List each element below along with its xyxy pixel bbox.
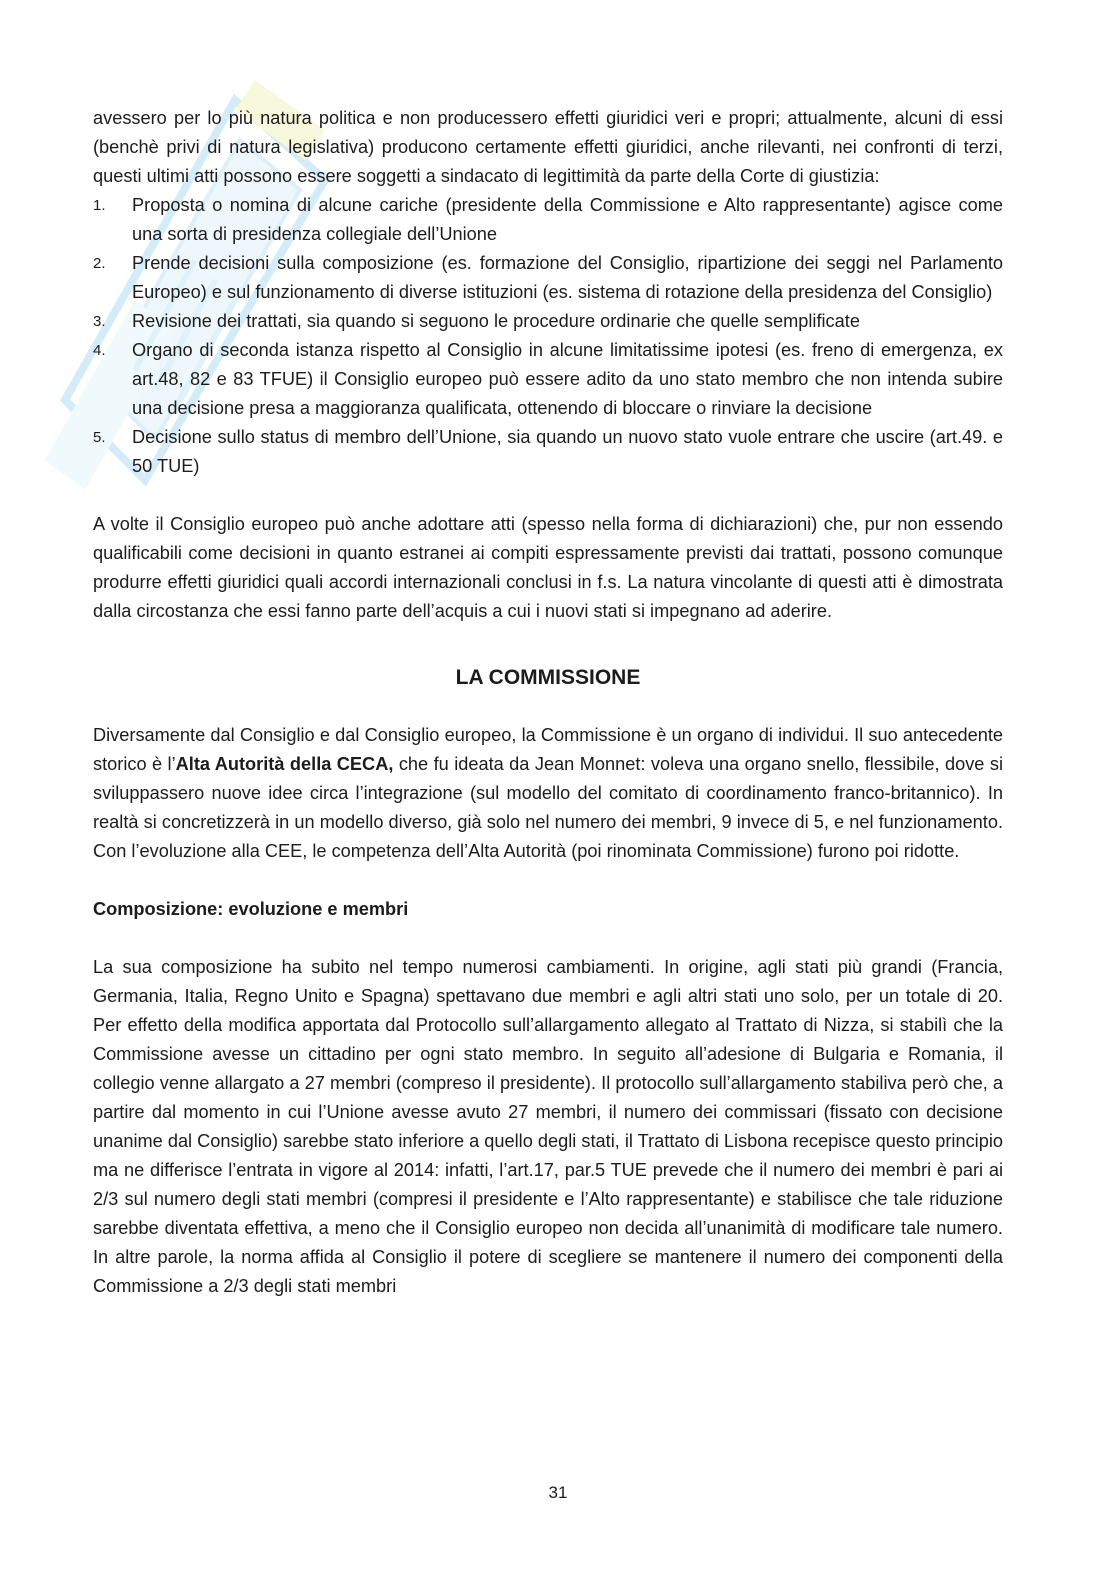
list-item-number: 2. [93, 255, 106, 272]
subheading: Composizione: evoluzione e membri [93, 899, 409, 919]
list-item [93, 423, 1003, 481]
list-item-text: Proposta o nomina di alcune cariche (presidente della Commissione e Alto rappresentante) agisce come una sorta di presidenza collegiale dell’Unione [132, 195, 1003, 244]
list-item-text: Revisione dei trattati, sia quando si seguono le procedure ordinarie che quelle semplificate [132, 311, 860, 331]
document-body [93, 104, 1003, 1301]
list-item-number: 5. [93, 429, 106, 446]
spacer [93, 692, 1003, 721]
section-heading: LA COMMISSIONE [455, 666, 641, 689]
list-item-number: 1. [93, 197, 106, 214]
paragraph-text: che fu ideata da Jean Monnet: voleva una organo snello, flessibile, dove si sviluppassero nuove idee circa l’integrazione (sul modello del comitato di coordinamento franco-britannico). In realtà si concretizzerà in un modello diverso, già solo nel numero dei membri, 9 invece di 5, e nel funzionamento. Con l’evoluzione alla CEE, le competenza dell’Alta Autorità (poi rinominata Commissione) furono poi ridotte. [93, 754, 1003, 861]
list-item [93, 249, 1003, 307]
list-item-text: Prende decisioni sulla composizione (es. formazione del Consiglio, ripartizione dei seggi nel Parlamento Europeo) e sul funzionamento di diverse istituzioni (es. sistema di rotazione della presidenza del Consiglio) [132, 253, 1003, 302]
page-number: 31 [548, 1483, 568, 1502]
list-item [93, 307, 1003, 336]
list-item-number: 3. [93, 313, 106, 330]
intro-paragraph: avessero per lo più natura politica e non producessero effetti giuridici veri e propri; attualmente, alcuni di essi (benchè privi di natura legislativa) producono certamente effetti giuridici, anche rilevanti, nei confronti di terzi, questi ultimi atti possono essere soggetti a sindacato di legittimità da parte della Corte di giustizia: [93, 108, 1003, 186]
spacer [93, 481, 1003, 510]
paragraph-text: Diversamente dal Consiglio e dal Consiglio europeo, la Commissione è un organo di individui. Il suo antecedente storico è l’ [93, 725, 1003, 774]
list-item [93, 191, 1003, 249]
paragraph-commissione [93, 721, 1003, 866]
spacer [93, 626, 1003, 663]
paragraph-composizione: La sua composizione ha subito nel tempo numerosi cambiamenti. In origine, agli stati più grandi (Francia, Germania, Italia, Regno Unito e Spagna) spettavano due membri e agli altri stati uno solo, per un totale di 20. Per effetto della modifica apportata dal Protocollo sull’allargamento allegato al Trattato di Nizza, si stabilì che la Commissione avesse un cittadino per ogni stato membro. In seguito all’adesione di Bulgaria e Romania, il collegio venne allargato a 27 membri (compreso il presidente). Il protocollo sull’allargamento stabiliva però che, a partire dal momento in cui l’Unione avesse avuto 27 membri, il numero dei commissari (fissato con decisione unanime dal Consiglio) sarebbe stato inferiore a quello degli stati, il Trattato di Lisbona recepisce questo principio ma ne differisce l’entrata in vigore al 2014: infatti, l’art.17, par.5 TUE prevede che il numero dei membri è pari ai 2/3 sul numero degli stati membri (compresi il presidente e l’Alto rappresentante) e stabilisce che tale riduzione sarebbe diventata effettiva, a meno che il Consiglio europeo non decida all’unanimità di modificare tale numero. In altre parole, la norma affida al Consiglio il potere di scegliere se mantenere il numero dei componenti della Commissione a 2/3 degli stati membri [93, 957, 1003, 1296]
spacer [93, 866, 1003, 895]
list-item-text: Decisione sullo status di membro dell’Unione, sia quando un nuovo stato vuole entrare che uscire (art.49. e 50 TUE) [132, 427, 1003, 476]
list-item [93, 336, 1003, 423]
paragraph-acts: A volte il Consiglio europeo può anche adottare atti (spesso nella forma di dichiarazioni) che, pur non essendo qualificabili come decisioni in quanto estranei ai compiti espressamente previsti dai trattati, possono comunque produrre effetti giuridici quali accordi internazionali conclusi in f.s. La natura vincolante di questi atti è dimostrata dalla circostanza che essi fanno parte dell’acquis a cui i nuovi stati si impegnano ad aderire. [93, 514, 1003, 621]
list-item-number: 4. [93, 342, 106, 359]
numbered-list [93, 191, 1003, 481]
spacer [93, 924, 1003, 953]
list-item-text: Organo di seconda istanza rispetto al Consiglio in alcune limitatissime ipotesi (es. freno di emergenza, ex art.48, 82 e 83 TFUE) il Consiglio europeo può essere adito da uno stato membro che non intenda subire una decisione presa a maggioranza qualificata, ottenendo di bloccare o rinviare la decisione [132, 340, 1003, 418]
bold-term: Alta Autorità della CECA, [175, 754, 394, 774]
